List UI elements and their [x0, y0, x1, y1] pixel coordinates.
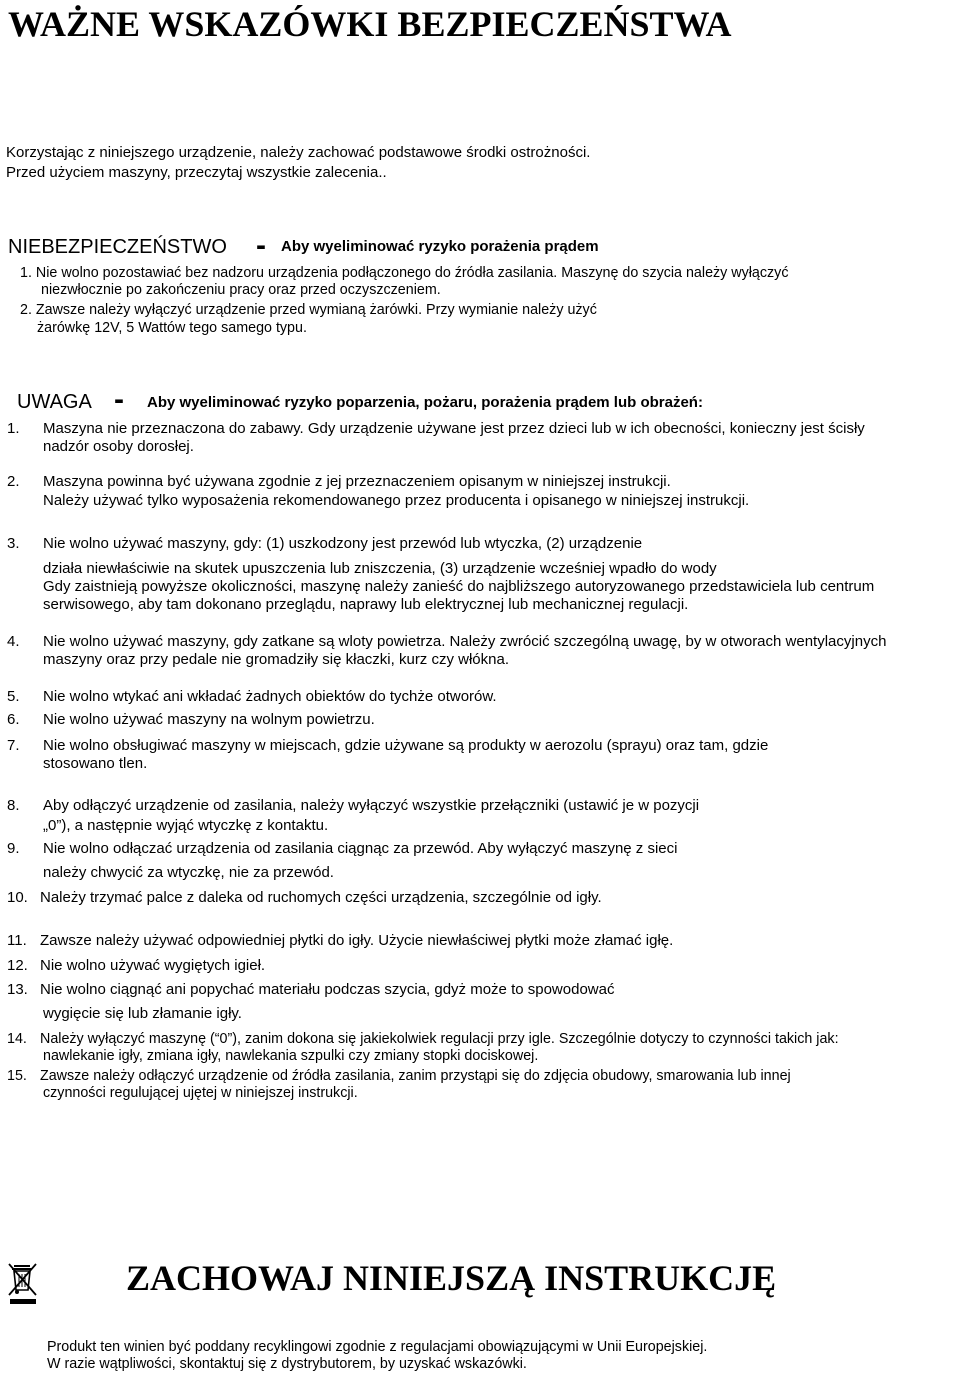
warning-dash: -	[114, 383, 124, 416]
list-item-text: „0”), a następnie wyjąć wtyczkę z kontaktu.	[43, 817, 329, 834]
list-item-number: 8.	[7, 797, 20, 814]
list-item-number: 14.	[7, 1031, 27, 1047]
intro-line-2: Przed użyciem maszyny, przeczytaj wszystkie zalecenia..	[6, 164, 387, 181]
footer-recycling-note: Produkt ten winien być poddany recyklingowi zgodnie z regulacjami obowiązującymi w Unii Europejskiej.	[47, 1339, 708, 1355]
page-title: WAŻNE WSKAZÓWKI BEZPIECZEŃSTWA	[8, 4, 732, 44]
list-item-text: wygięcie się lub złamanie igły.	[43, 1005, 242, 1022]
list-item-text: Nie wolno wtykać ani wkładać żadnych obiektów do tychże otworów.	[43, 688, 497, 705]
crossed-out-wheelie-bin-icon	[6, 1262, 40, 1306]
list-item-text: Maszyna powinna być używana zgodnie z jej przeznaczeniem opisanym w niniejszej instrukcji.	[43, 473, 671, 490]
danger-line: 2. Zawsze należy wyłączyć urządzenie przed wymianą żarówki. Przy wymianie należy użyć	[20, 302, 597, 318]
list-item-text: Nie wolno odłączać urządzenia od zasilania ciągnąc za przewód. Aby wyłączyć maszynę z sieci	[43, 840, 678, 857]
footer-title: ZACHOWAJ NINIEJSZĄ INSTRUKCJĘ	[126, 1258, 777, 1298]
list-item-number: 9.	[7, 840, 20, 857]
list-item-text: stosowano tlen.	[43, 755, 148, 772]
list-item-number: 2.	[7, 473, 20, 490]
list-item-number: 13.	[7, 981, 28, 998]
list-item-text: Gdy zaistnieją powyższe okoliczności, maszynę należy zanieść do najbliższego autoryzowanego przedstawiciela lub centrum	[43, 578, 875, 595]
list-item-text: nawlekanie igły, zmiana igły, nawlekania szpulki czy zmiany stopki dociskowej.	[43, 1048, 539, 1064]
list-item-number: 5.	[7, 688, 20, 705]
list-item-text: Nie wolno używać maszyny na wolnym powietrzu.	[43, 711, 375, 728]
list-item-text: maszyny oraz przy pedale nie gromadziły się kłaczki, kurz czy włókna.	[43, 651, 510, 668]
list-item-number: 12.	[7, 957, 28, 974]
list-item-number: 4.	[7, 633, 20, 650]
list-item-text: działa niewłaściwie na skutek upuszczenia lub zniszczenia, (3) urządzenie wcześniej wpadło do wody	[43, 560, 717, 577]
list-item-text: czynności regulującej ujętej w niniejszej instrukcji.	[43, 1085, 358, 1101]
intro-line-1: Korzystając z niniejszego urządzenie, należy zachować podstawowe środki ostrożności.	[6, 144, 591, 161]
list-item-text: Aby odłączyć urządzenie od zasilania, należy wyłączyć wszystkie przełączniki (ustawić je w pozycji	[43, 797, 700, 814]
list-item-text: Należy wyłączyć maszynę (“0”), zanim dokona się jakiekolwiek regulacji przy igle. Szczególnie dotyczy to czynności takich jak:	[40, 1031, 839, 1047]
list-item-text: serwisowego, aby tam dokonano przeglądu, naprawy lub elektrycznej lub mechanicznej regulacji.	[43, 596, 689, 613]
danger-line: żarówkę 12V, 5 Wattów tego samego typu.	[37, 320, 307, 336]
danger-line: niezwłocznie po zakończeniu pracy oraz przed oczyszczeniem.	[41, 282, 441, 298]
footer-contact-note: W razie wątpliwości, skontaktuj się z dystrybutorem, by uzyskać wskazówki.	[47, 1356, 527, 1372]
list-item-text: nadzór osoby dorosłej.	[43, 438, 194, 455]
list-item-text: Należy używać tylko wyposażenia rekomendowanego przez producenta i opisanego w niniejszej instrukcji.	[43, 492, 750, 509]
list-item-number: 7.	[7, 737, 20, 754]
list-item-text: Nie wolno używać maszyny, gdy zatkane są wloty powietrza. Należy zwrócić szczególną uwagę, by w otworach wentylacyjnych	[43, 633, 887, 650]
list-item-text: należy chwycić za wtyczkę, nie za przewód.	[43, 864, 334, 881]
list-item-number: 1.	[7, 420, 20, 437]
list-item-text: Nie wolno używać wygiętych igieł.	[40, 957, 266, 974]
danger-heading: Aby wyeliminować ryzyko porażenia prądem	[281, 238, 599, 255]
list-item-number: 10.	[7, 889, 28, 906]
danger-line: 1. Nie wolno pozostawiać bez nadzoru urządzenia podłączonego do źródła zasilania. Maszynę do szycia należy wyłączyć	[20, 265, 789, 281]
list-item-text: Maszyna nie przeznaczona do zabawy. Gdy urządzenie używane jest przez dzieci lub w ich obecności, konieczny jest ścisły	[43, 420, 865, 437]
danger-label: NIEBEZPIECZEŃSTWO	[8, 236, 227, 258]
list-item-number: 15.	[7, 1068, 27, 1084]
list-item-text: Nie wolno obsługiwać maszyny w miejscach, gdzie używane są produkty w aerozolu (sprayu) oraz tam, gdzie	[43, 737, 769, 754]
list-item-text: Zawsze należy używać odpowiedniej płytki do igły. Użycie niewłaściwej płytki może złamać igłę.	[40, 932, 674, 949]
list-item-number: 3.	[7, 535, 20, 552]
danger-dash: -	[256, 229, 266, 262]
list-item-text: Należy trzymać palce z daleka od ruchomych części urządzenia, szczególnie od igły.	[40, 889, 602, 906]
list-item-number: 11.	[7, 932, 27, 949]
list-item-text: Zawsze należy odłączyć urządzenie od źródła zasilania, zanim przystąpi się do zdjęcia obudowy, smarowania lub innej	[40, 1068, 791, 1084]
list-item-number: 6.	[7, 711, 20, 728]
list-item-text: Nie wolno ciągnąć ani popychać materiału podczas szycia, gdyż może to spowodować	[40, 981, 615, 998]
warning-label: UWAGA	[17, 391, 92, 413]
warning-heading: Aby wyeliminować ryzyko poparzenia, pożaru, porażenia prądem lub obrażeń:	[147, 394, 703, 411]
list-item-text: Nie wolno używać maszyny, gdy: (1) uszkodzony jest przewód lub wtyczka, (2) urządzenie	[43, 535, 643, 552]
